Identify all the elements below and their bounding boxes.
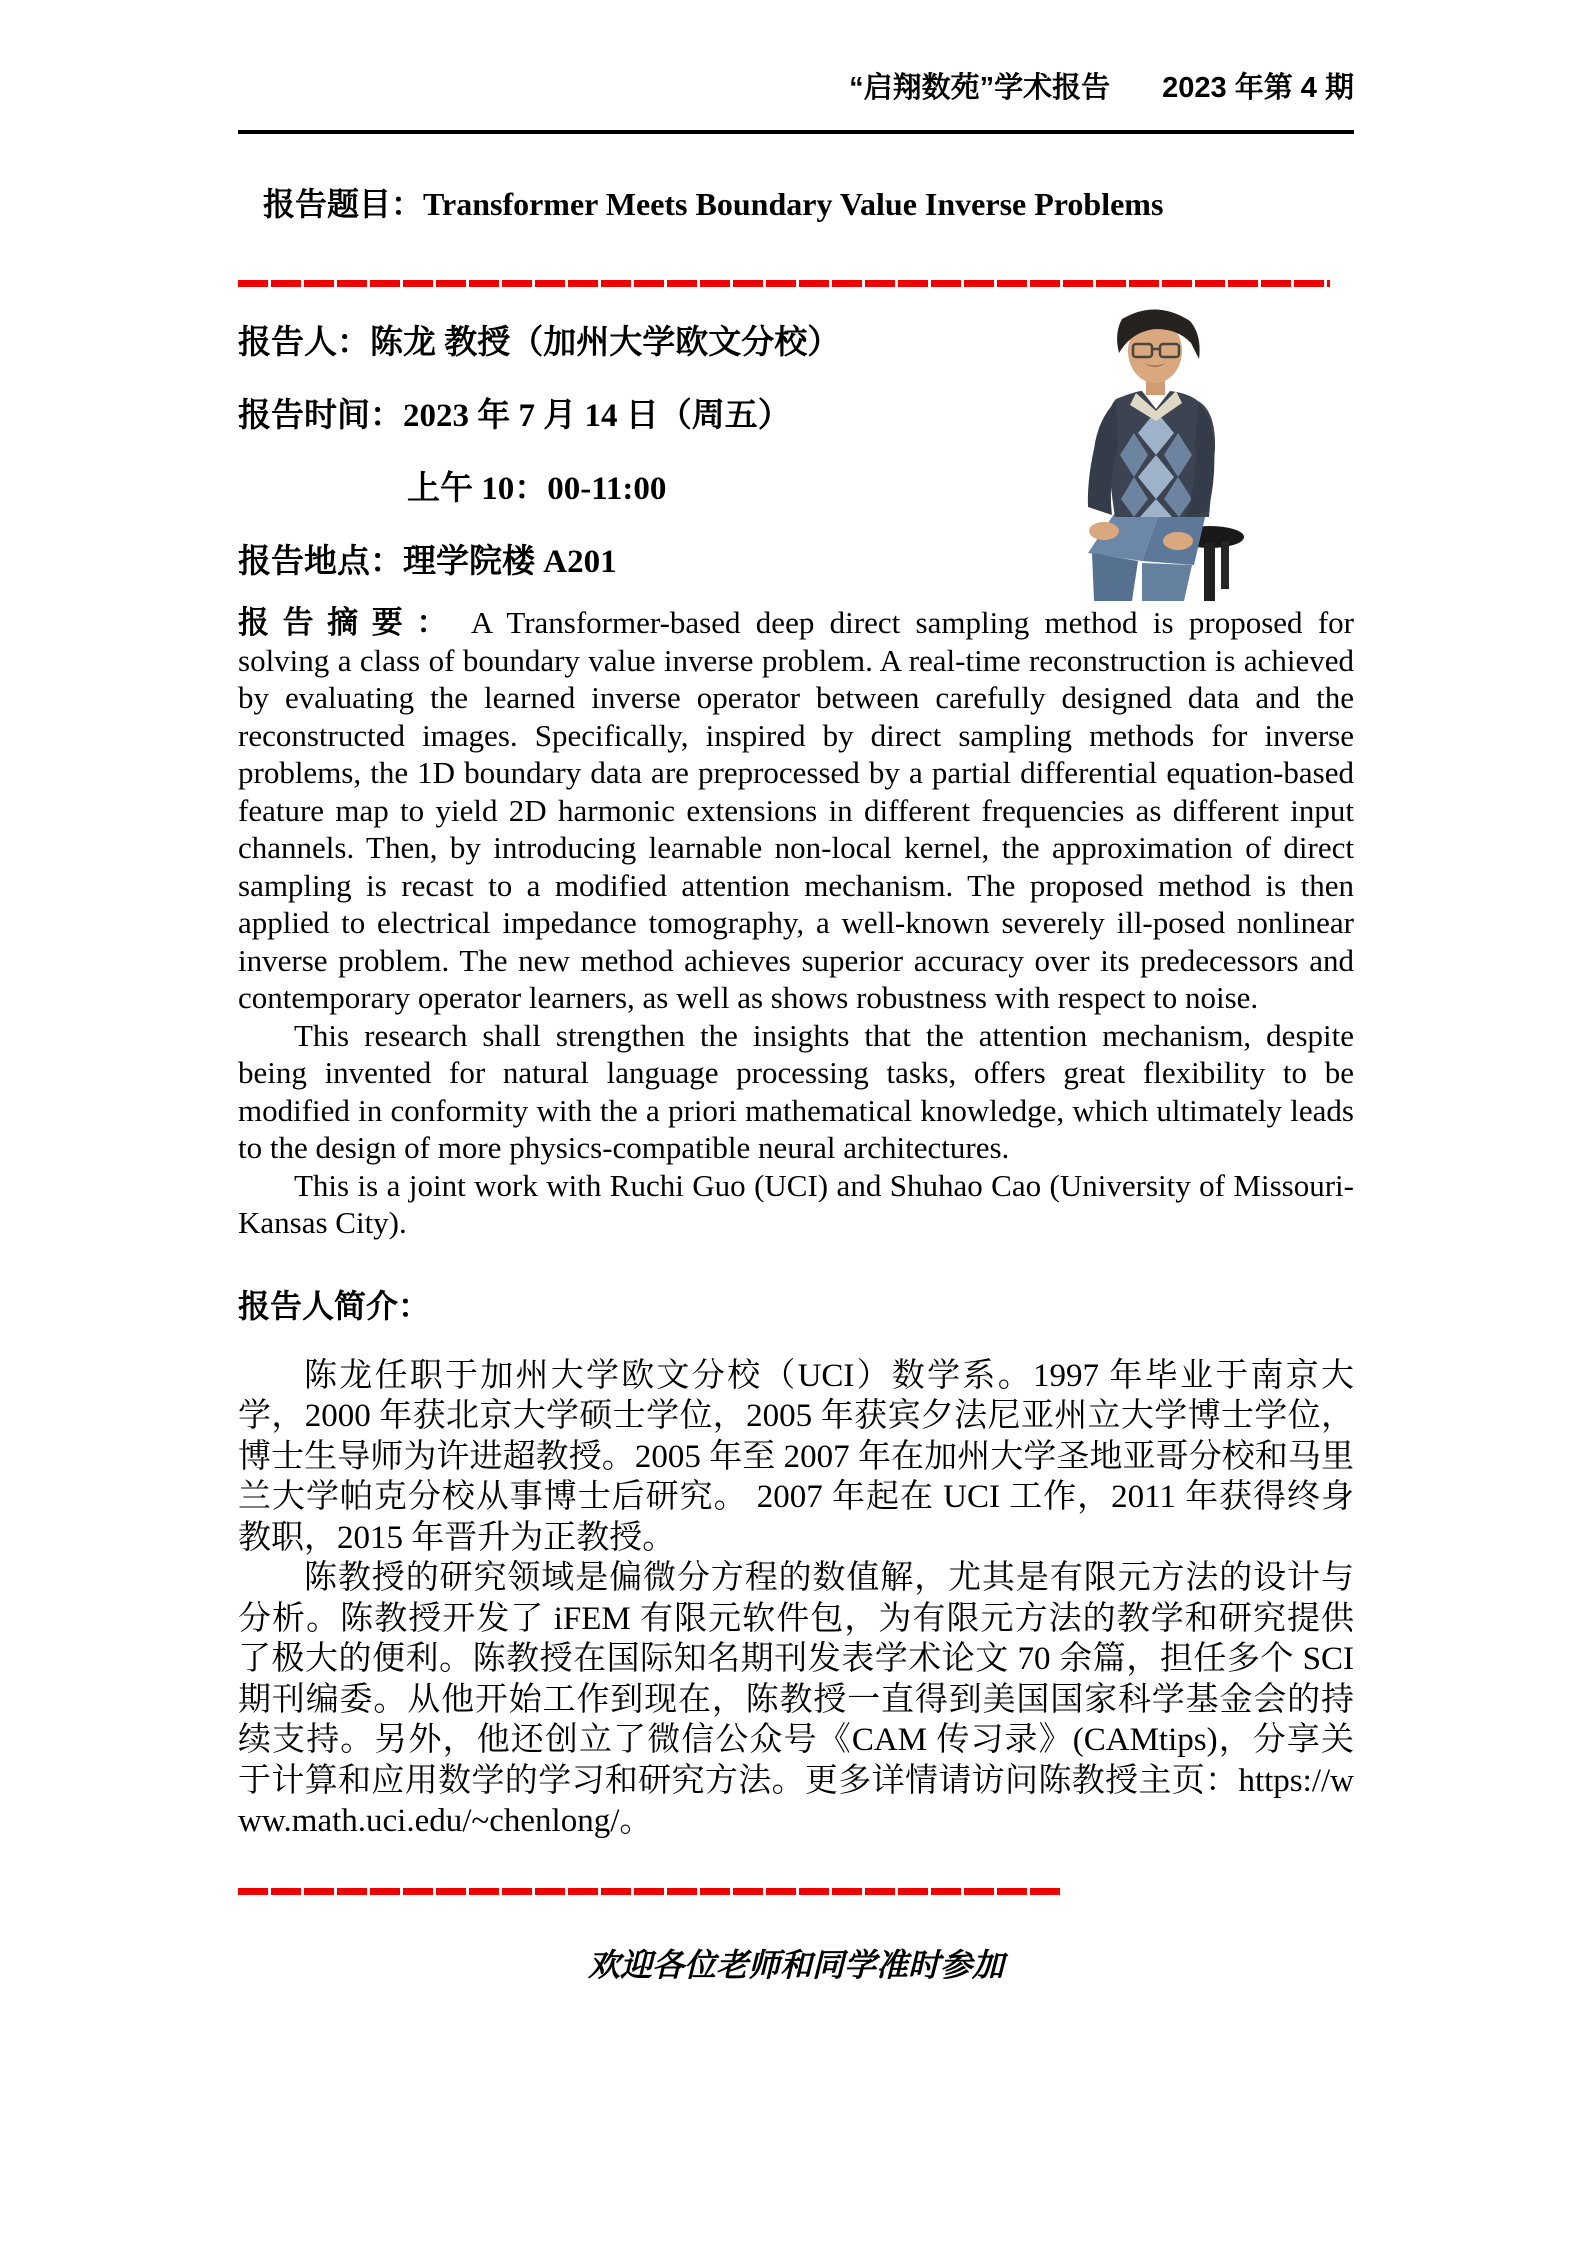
time-label: 报告时间：: [238, 398, 403, 434]
speaker-photo: [1058, 299, 1254, 601]
masthead-series-title: “启翔数苑”学术报告: [849, 72, 1111, 104]
bio-paragraph-2: 陈教授的研究领域是偏微分方程的数值解，尤其是有限元方法的设计与分析。陈教授开发了 iFEM 有限元软件包，为有限元方法的教学和研究提供了极大的便利。陈教授在国际知名期刊发表学术论文 70 余篇，担任多个 SCI 期刊编委。从他开始工作到现在，陈教授一直得到美国国家科学基金会的持续支持。另外，他还创立了微信公众号《CAM 传习录》(CAMtips)，分享关于计算和应用数学的学习和研究方法。更多详情请访问陈教授主页：https://www.math.uci.edu/~chenlong/。: [238, 1560, 1354, 1839]
closing-remark: 欢迎各位老师和同学准时参加: [587, 1946, 1004, 1983]
time-value: 2023 年 7 月 14 日（周五）: [403, 398, 791, 434]
title-text: Transformer Meets Boundary Value Inverse Problems: [423, 186, 1164, 222]
abstract-paragraph-2: This research shall strengthen the insights that the attention mechanism, despite being invented for natural language processing tasks, offers great flexibility to be modified in conformity with the a priori mathematical knowledge, which ultimately leads to the design of more physics-compatible neural architectures.: [238, 1017, 1354, 1165]
page-title: [238, 184, 1354, 224]
masthead-issue-number: 2023 年第 4 期: [1162, 72, 1354, 104]
red-dashed-divider-bottom: [238, 1888, 1061, 1895]
bio-heading: 报告人简介：: [238, 1287, 431, 1324]
speaker-value: 陈龙 教授（加州大学欧文分校）: [370, 325, 841, 361]
abstract-text-1: A Transformer-based deep direct sampling method is proposed for solving a class of boundary value inverse problem. A real-time reconstruction is achieved by evaluating the learned inverse operator between carefully designed data and the reconstructed images. Specifically, inspired by direct sampling methods for inverse problems, the 1D boundary data are preprocessed by a partial differential equation-based feature map to yield 2D harmonic extensions in different frequencies as different input channels. Then, by introducing learnable non-local kernel, the approximation of direct sampling is recast to a modified attention mechanism. The proposed method is then applied to electrical impedance tomography, a well-known severely ill-posed nonlinear inverse problem. The new method achieves superior accuracy over its predecessors and contemporary operator learners, as well as shows robustness with respect to noise.: [238, 605, 1354, 1015]
abstract-section: [238, 604, 1354, 1242]
talk-info: [238, 325, 1354, 580]
abstract-label: 报告摘要：: [238, 605, 461, 640]
speaker-photo-illustration: [1058, 299, 1254, 601]
abstract-paragraph-3: This is a joint work with Ruchi Guo (UCI) and Shuhao Cao (University of Missouri-Kansas City).: [238, 1167, 1354, 1240]
red-dashed-divider-top: [238, 280, 1330, 287]
speaker-label: 报告人：: [238, 325, 370, 361]
location-label: 报告地点：: [238, 544, 403, 580]
location-value: 理学院楼 A201: [403, 544, 617, 580]
masthead: [238, 70, 1354, 106]
time-range: 上午 10：00-11:00: [407, 471, 667, 507]
bio-section: [238, 1286, 1354, 1842]
abstract-paragraph-1: [238, 604, 1354, 1017]
masthead-rule: [238, 130, 1354, 134]
title-label: 报告题目：: [263, 186, 424, 222]
bio-paragraph-1: 陈龙任职于加州大学欧文分校（UCI）数学系。1997 年毕业于南京大学，2000 年获北京大学硕士学位，2005 年获宾夕法尼亚州立大学博士学位，博士生导师为许进超教授。2005 年至 2007 年在加州大学圣地亚哥分校和马里兰大学帕克分校从事博士后研究。 2007 年起在 UCI 工作，2011 年获得终身教职，2015 年晋升为正教授。: [238, 1357, 1354, 1556]
